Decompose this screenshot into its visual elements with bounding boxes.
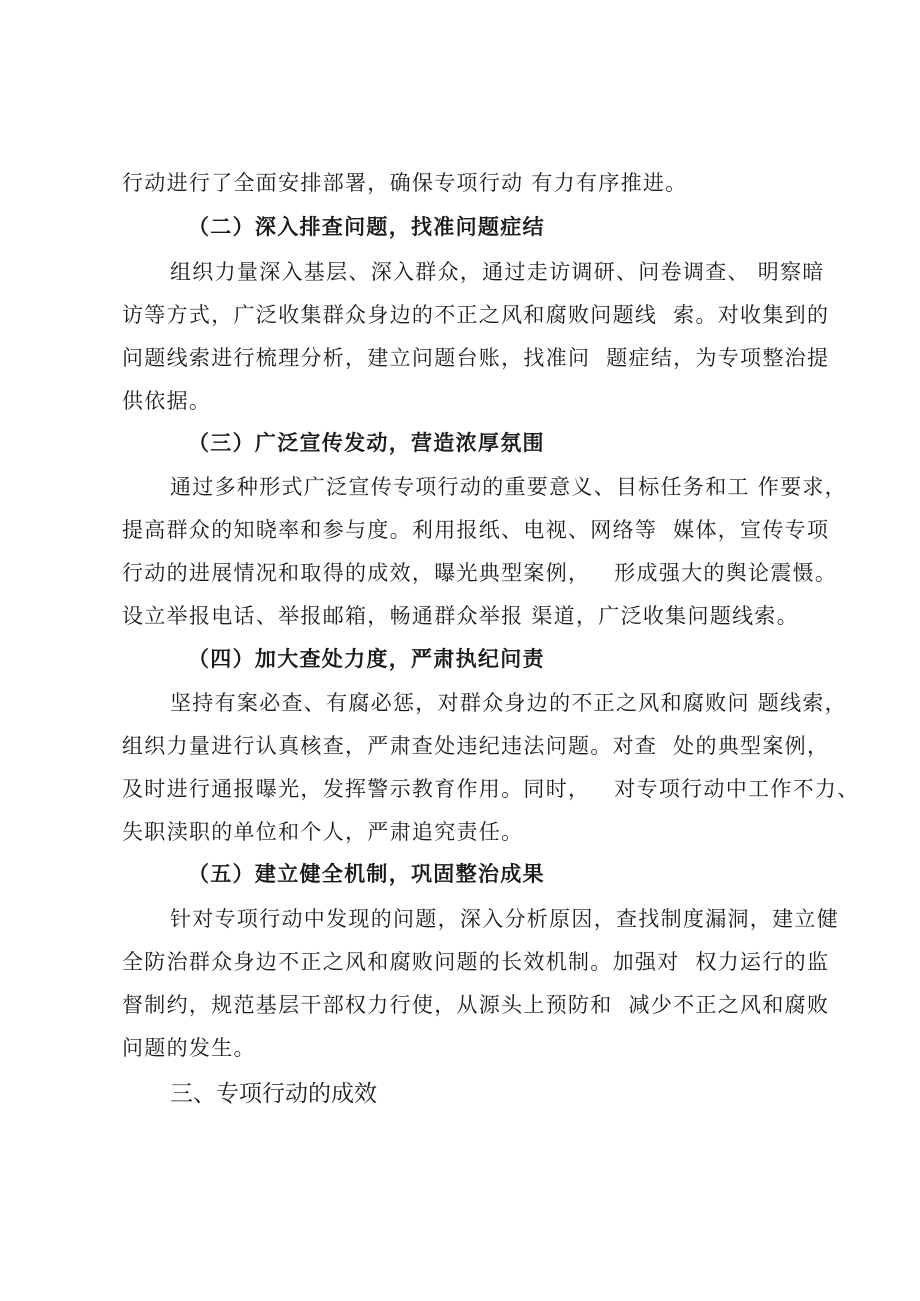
paragraph-line: 问题的发生。 (122, 1036, 256, 1060)
intro-paragraph-line: 行动进行了全面安排部署，确保专项行动 有力有序推进。 (122, 171, 688, 195)
paragraph-line: 督制约，规范基层干部权力行使，从源头上预防和 减少不正之风和腐败 (122, 993, 830, 1017)
paragraph-line: 组织力量深入基层、深入群众，通过走访调研、问卷调查、 明察暗 (170, 260, 825, 284)
paragraph-line: 坚持有案必查、有腐必惩，对群众身边的不正之风和腐败问 题线索， (170, 691, 847, 715)
section-heading-3: （三）广泛宣传发动，营造浓厚氛围 (188, 430, 545, 455)
paragraph-line: 及时进行通报曝光，发挥警示教育作用。同时， 对专项行动中工作不力、 (122, 777, 860, 801)
section-heading-4: （四）加大查处力度，严肃执纪问责 (188, 646, 545, 671)
paragraph-line: 设立举报电话、举报邮箱，畅通群众举报 渠道，广泛收集问题线索。 (122, 604, 799, 628)
paragraph-line: 访等方式，广泛收集群众身边的不正之风和腐败问题线 索。对收集到的 (122, 303, 830, 327)
paragraph-line: 组织力量进行认真核查，严肃查处违纪违法问题。对查 处的典型案例， (122, 734, 830, 758)
section-heading-2: （二）深入排查问题，找准问题症结 (188, 214, 545, 239)
paragraph-line: 提高群众的知晓率和参与度。利用报纸、电视、网络等 媒体，宣传专项 (122, 518, 830, 542)
section-title-3: 三、专项行动的成效 (170, 1081, 377, 1107)
paragraph-line: 针对专项行动中发现的问题，深入分析原因，查找制度漏洞，建立健 (170, 907, 839, 931)
section-heading-5: （五）建立健全机制，巩固整治成果 (188, 861, 545, 886)
paragraph-line: 通过多种形式广泛宣传专项行动的重要意义、目标任务和工 作要求， (170, 475, 847, 499)
paragraph-line: 失职渎职的单位和个人，严肃追究责任。 (122, 820, 524, 844)
paragraph-line: 全防治群众身边不正之风和腐败问题的长效机制。加强对 权力运行的监 (122, 950, 830, 974)
paragraph-line: 行动的进展情况和取得的成效，曝光典型案例， 形成强大的舆论震慑。 (122, 561, 838, 585)
paragraph-line: 供依据。 (122, 389, 212, 413)
paragraph-line: 问题线索进行梳理分析，建立问题台账，找准问 题症结，为专项整治提 (122, 346, 830, 370)
